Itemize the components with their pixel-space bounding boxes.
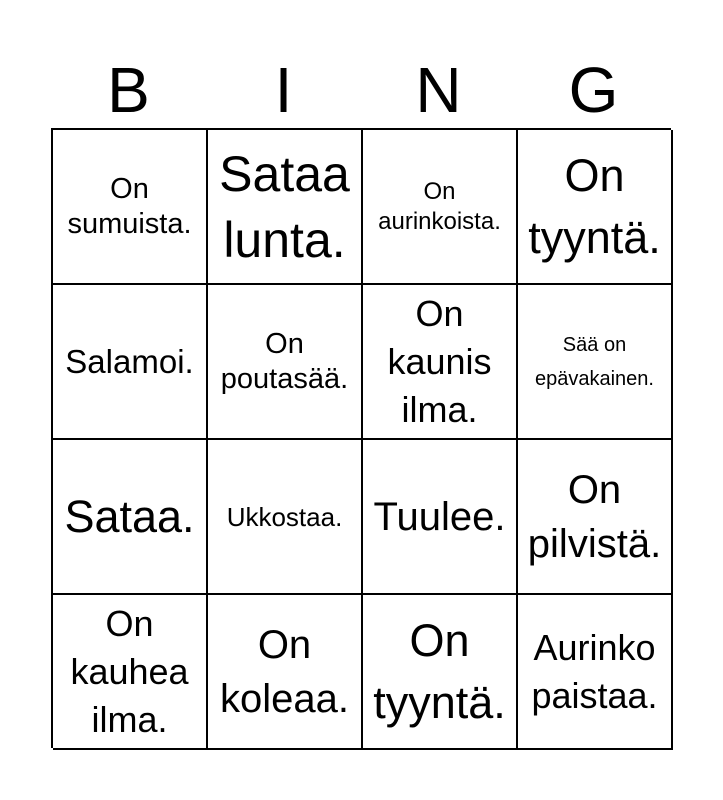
header-letter-n: N [415,54,462,126]
bingo-cell[interactable] [208,595,363,750]
header-letter-b: B [107,54,150,126]
cell-text: Aurinko paistaa. [531,626,658,716]
bingo-cell[interactable] [53,130,208,285]
bingo-cell[interactable] [363,440,518,595]
cell-text: Sää on epävakainen. [535,333,654,390]
bingo-cell[interactable] [53,595,208,750]
cell-text: On kaunis ilma. [387,292,492,430]
cell-text: On sumuista. [67,172,192,240]
bingo-header [51,52,671,128]
cell-text: Salamoi. [65,342,194,380]
cell-text: On koleaa. [220,622,349,721]
bingo-cell[interactable] [53,440,208,595]
cell-text: On tyyntä. [373,614,506,728]
cell-text: Sataa. [64,490,195,542]
bingo-cell[interactable] [363,130,518,285]
bingo-cell[interactable] [208,285,363,440]
bingo-cell[interactable] [53,285,208,440]
cell-text: Sataa lunta. [219,145,350,268]
cell-text: On aurinkoista. [378,177,501,235]
cell-text: Tuulee. [373,494,506,539]
bingo-cell[interactable] [518,130,673,285]
header-letter-g: G [568,54,619,126]
bingo-cell[interactable] [208,130,363,285]
cell-text: Ukkostaa. [226,501,343,532]
bingo-cell[interactable] [518,285,673,440]
bingo-cell[interactable] [208,440,363,595]
bingo-grid [51,128,671,748]
bingo-cell[interactable] [363,285,518,440]
bingo-cell[interactable] [518,440,673,595]
cell-text: On pilvistä. [527,467,662,566]
header-letter-i: I [274,54,293,126]
cell-text: On poutasää. [220,327,349,395]
bingo-cell[interactable] [518,595,673,750]
cell-text: On kauhea ilma. [70,602,189,740]
bingo-cell[interactable] [363,595,518,750]
cell-text: On tyyntä. [528,149,661,263]
